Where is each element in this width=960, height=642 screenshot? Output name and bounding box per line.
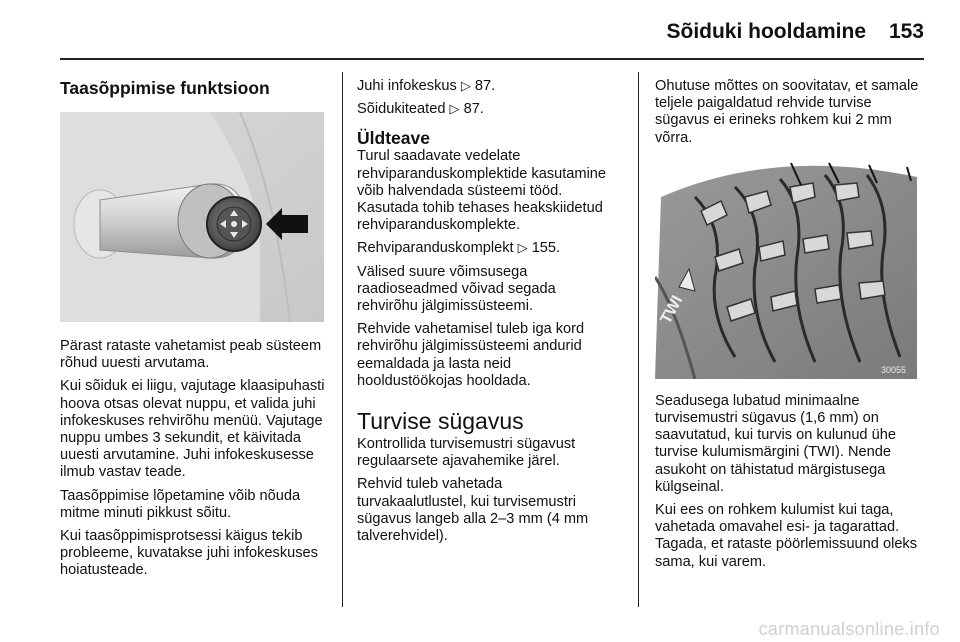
reference-text: Rehviparanduskomplekt bbox=[357, 240, 514, 257]
reference-page: 87. bbox=[463, 101, 484, 118]
watermark: carmanualsonline.info bbox=[758, 619, 940, 639]
column-2 bbox=[357, 78, 613, 551]
paragraph: Rehvide vahetamisel tuleb iga kord rehvirõhu jälgimissüsteemi andurid eemaldada ja lasta neid hooldustöökojas hooldada. bbox=[357, 321, 585, 389]
reference-text: Juhi infokeskus bbox=[357, 78, 457, 94]
page-number: 153 bbox=[888, 20, 924, 43]
chapter-title: Sõiduki hooldamine bbox=[666, 20, 866, 43]
reference-arrow-icon: ▷ bbox=[460, 79, 471, 94]
cross-reference[interactable] bbox=[357, 101, 613, 118]
paragraph: Ohutuse mõttes on soovitatav, et samale teljele paigaldatud rehvide turvise sügavus ei erineks rohkem kui 2 mm võrra. bbox=[655, 78, 919, 146]
reference-arrow-icon: ▷ bbox=[517, 241, 528, 257]
column-divider bbox=[638, 72, 639, 607]
page-header bbox=[60, 18, 924, 60]
paragraph: Pärast rataste vahetamist peab süsteem rõhud uuesti arvutama. bbox=[60, 338, 322, 372]
section-title: Turvise sügavus bbox=[357, 408, 524, 435]
wiper-lever-button-photo bbox=[60, 112, 324, 322]
column-3 bbox=[655, 78, 925, 577]
paragraph: Välised suure võimsusega raadioseadmed võivad segada rehvirõhu jälgimissüsteemi. bbox=[357, 263, 556, 315]
reference-text: Sõidukiteated bbox=[357, 101, 446, 118]
image-code: 30055 bbox=[881, 364, 907, 375]
column-1 bbox=[60, 78, 328, 586]
paragraph: Rehvid tuleb vahetada turvakaalutlustel, kui turvisemustri sügavus langeb alla 2–3 mm (4 mm talverehvidel). bbox=[357, 476, 589, 545]
reference-page: 155. bbox=[531, 240, 561, 257]
cross-reference[interactable] bbox=[357, 240, 613, 257]
section-heading: Taasõppimise funktsioon bbox=[60, 78, 270, 98]
paragraph: Taasõppimise lõpetamine võib nõuda mitme minuti pikkust sõitu. bbox=[60, 487, 301, 521]
cross-reference[interactable] bbox=[357, 78, 613, 95]
column-divider bbox=[342, 72, 343, 607]
tire-tread-photo bbox=[655, 157, 917, 379]
paragraph: Seadusega lubatud minimaalne turvisemustri sügavus (1,6 mm) on saavutatud, kui turvis on kulunud ühe turvise kulumismärgini (TWI). Nende asukoht on tähistatud märgistusega külgseinal. bbox=[655, 392, 896, 495]
subsection-heading: Üldteave bbox=[357, 128, 430, 149]
paragraph: Kui taasõppimisprotsessi käigus tekib probleeme, kuvatakse juhi infokeskuses hoiatusteade. bbox=[60, 528, 318, 579]
paragraph: Kui ees on rohkem kulumist kui taga, vahetada omavahel esi- ja tagarattad. Tagada, et rataste pöörlemissuund oleks sama, kui varem. bbox=[655, 502, 918, 570]
paragraph: Kui sõiduk ei liigu, vajutage klaasipuhasti hoova otsas olevat nuppu, et valida juhi infokeskuses rehvirõhu menüü. Vajutage nuppu umbes 3 sekundit, et käivitada uuesti arvutamine. Juhi infokeskusesse ilmub vastav teade. bbox=[60, 378, 325, 481]
paragraph: Kontrollida turvisemustri sügavust regulaarsete ajavahemike järel. bbox=[357, 436, 576, 470]
reference-arrow-icon: ▷ bbox=[449, 102, 460, 118]
reference-page: 87. bbox=[474, 78, 496, 94]
twi-label: TWI bbox=[657, 292, 687, 327]
paragraph: Turul saadavate vedelate rehviparanduskomplektide kasutamine võib halvendada süsteemi tööd. Kasutada tohib tehases heakskiidetud rehviparanduskomplekte. bbox=[357, 148, 607, 234]
